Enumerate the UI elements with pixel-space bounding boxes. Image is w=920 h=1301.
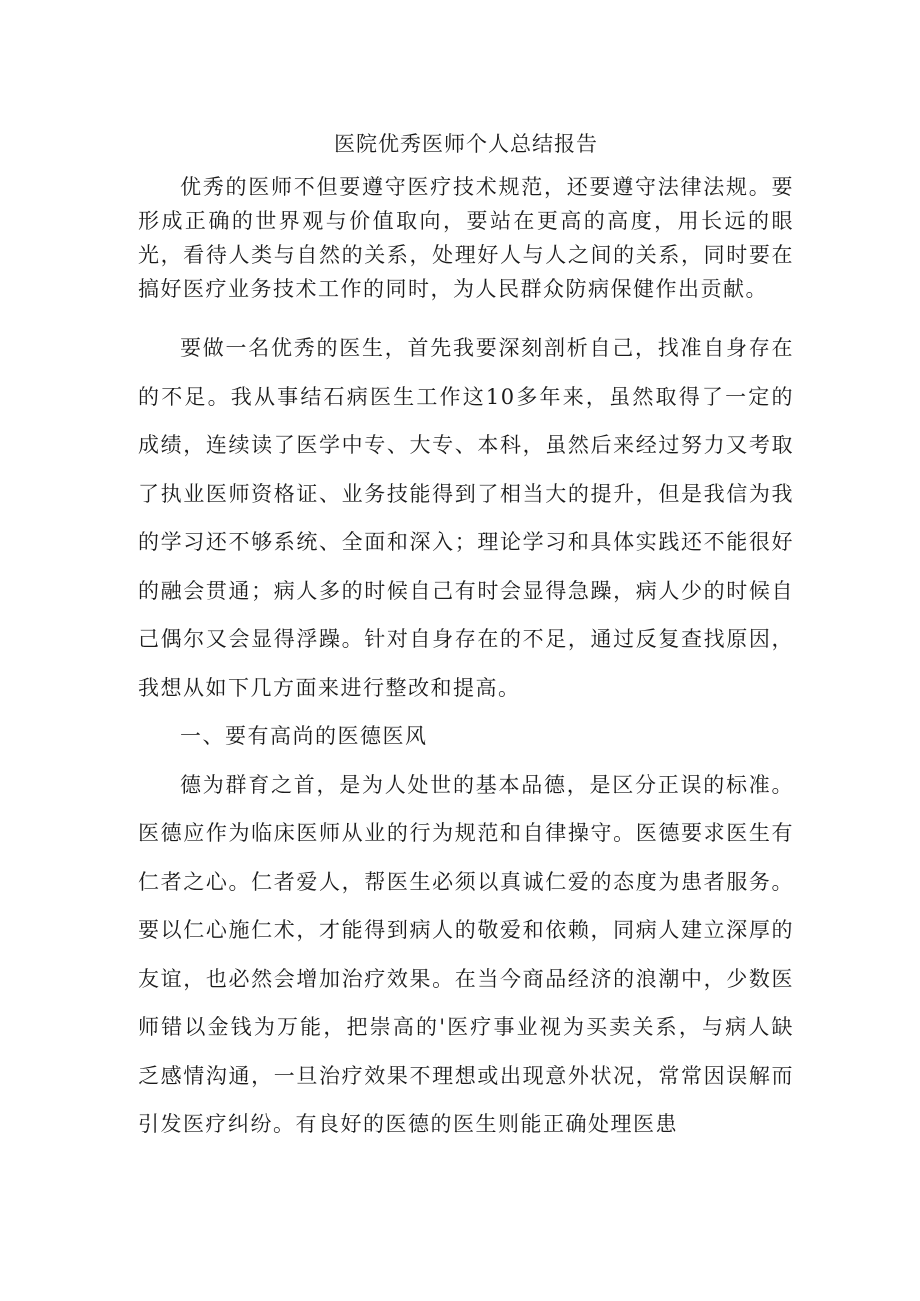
paragraph-self-analysis: 要做一名优秀的医生，首先我要深刻剖析自己，找准自身存在的不足。我从事结石病医生工作这10多年来，虽然取得了一定的成绩，连续读了医学中专、大专、本科，虽然后来经过努力又考取了执业医师资格证、业务技能得到了相当大的提升，但是我信为我的学习还不够系统、全面和深入；理论学习和具体实践还不能很好的融会贯通；病人多的时候自己有时会显得急躁，病人少的时候自己偶尔又会显得浮躁。针对自身存在的不足，通过反复查找原因，我想从如下几方面来进行整改和提高。	[138, 336, 794, 700]
paragraph-intro: 优秀的医师不但要遵守医疗技术规范，还要遵守法律法规。要形成正确的世界观与价值取向，要站在更高的高度，用长远的眼光，看待人类与自然的关系，处理好人与人之间的关系，同时要在搞好医疗业务技术工作的同时，为人民群众防病保健作出贡献。	[138, 175, 794, 301]
document-title: 医院优秀医师个人总结报告	[334, 132, 598, 156]
section-heading: 一、要有高尚的医德医风	[180, 724, 428, 748]
paragraph-medical-ethics: 德为群育之首，是为人处世的基本品德，是区分正误的标准。医德应作为临床医师从业的行为规范和自律操守。医德要求医生有仁者之心。仁者爱人，帮医生必须以真诚仁爱的态度为患者服务。要以仁心施仁术，才能得到病人的敬爱和依赖，同病人建立深厚的友谊，也必然会增加治疗效果。在当今商品经济的浪潮中，少数医师错以金钱为万能，把崇高的'医疗事业视为买卖关系，与病人缺乏感情沟通，一旦治疗效果不理想或出现意外状况，常常因误解而引发医疗纠纷。有良好的医德的医生则能正确处理医患	[138, 772, 794, 1136]
document-page	[138, 128, 794, 1149]
